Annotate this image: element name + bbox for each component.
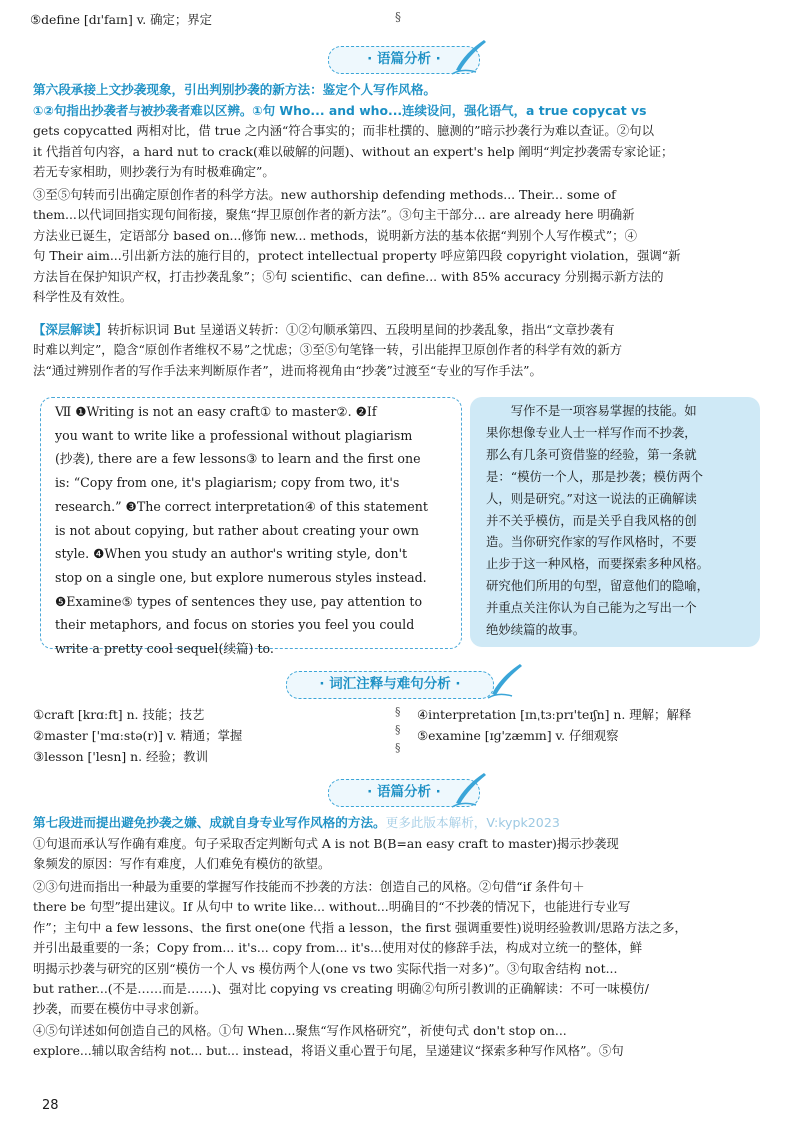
- section-banner-discourse-analysis: · 语篇分析 ·: [328, 46, 480, 74]
- para-line: explore...辅以取舍结构 not... but... instead，将语义重心置于句尾，呈递建议“探索多种写作风格”。⑤句: [33, 1043, 624, 1059]
- section6-heading: 第六段承接上文抄袭现象，引出判别抄袭的新方法：鉴定个人写作风格。: [33, 82, 436, 97]
- para-line: 方法旨在保护知识产权，打击抄袭乱象”；⑤句 scientific、can define... with 85% accuracy 分别揭示新方法的: [33, 268, 664, 284]
- passage-line: write a pretty cool sequel(续篇) to.: [55, 641, 274, 657]
- passage-line: (抄袭), there are a few lessons③ to learn and the first one: [55, 451, 421, 467]
- para-line: gets copycatted 两相对比，借 true 之内涵“符合事实的；而非杜撰的、臆测的”暗示抄袭行为难以查证。②句以: [33, 123, 654, 139]
- top-vocab-line: ⑤define [dɪ'faɪn] v. 确定；界定: [30, 12, 213, 27]
- translation-line: 那么有几条可资借鉴的经验，第一条就: [486, 446, 697, 462]
- english-passage: [55, 400, 451, 661]
- passage-line: you want to write like a professional without plagiarism: [55, 427, 413, 443]
- passage-line: ❺Examine⑤ types of sentences they use, pay attention to: [55, 593, 423, 609]
- para-line: 抄袭，而要在模仿中寻求创新。: [33, 1001, 207, 1017]
- para-line: 法“通过辨别作者的写作手法来判断原作者”，进而将视角由“抄袭”过渡至“专业的写作手法”。: [33, 362, 542, 378]
- quill-pen-icon: [448, 771, 488, 809]
- vocab-entry-craft: ①craft [krɑːft] n. 技能；技艺: [33, 707, 205, 722]
- passage-line: is not about copying, but rather about creating your own: [55, 522, 419, 538]
- quill-pen-icon: [448, 38, 488, 76]
- watermark-text: 更多此版本解析，V:kypk2023: [385, 815, 560, 830]
- para-line: ①句退而承认写作确有难度。句子采取否定判断句式 A is not B(B=an easy craft to master)揭示抄袭现: [33, 836, 619, 851]
- translation-line: 并不关乎模仿，而是关乎自我风格的创: [486, 512, 697, 528]
- vocab-entry-master: ②master ['mɑːstə(r)] v. 精通；掌握: [33, 728, 243, 743]
- vocab-entry-lesson: ③lesson ['lesn] n. 经验；教训: [33, 749, 208, 764]
- passage-line: style. ❹When you study an author's writing style, don't: [55, 546, 408, 562]
- section6-paragraph-2: [33, 185, 768, 307]
- translation-line: 是：“模仿一个人，那是抄袭；模仿两个: [486, 468, 703, 484]
- section-banner-discourse-analysis: · 语篇分析 ·: [328, 779, 480, 807]
- translation-line: 写作不是一项容易掌握的技能。如: [486, 403, 697, 418]
- para-line: 科学性及有效性。: [33, 289, 133, 305]
- para-line: ④⑤句详述如何创造自己的风格。①句 When...聚焦“写作风格研究”，祈使句式 don't stop on...: [33, 1023, 567, 1038]
- para-line: 并引出最重要的一条；Copy from... it's... copy from... it's...使用对仗的修辞手法，构成对立统一的整体，鲜: [33, 940, 643, 956]
- page-number: 28: [42, 1098, 59, 1113]
- deep-reading-label: 【深层解读】: [33, 322, 108, 337]
- section6-paragraph-1: [33, 101, 768, 183]
- para-line: 若无专家相助，则抄袭行为有时极难确定”。: [33, 164, 275, 180]
- para-line: but rather...(不是……而是……)、强对比 copying vs creating 明确②句所引教训的正确解读：不可一味模仿/: [33, 981, 649, 997]
- para-line: there be 句型”提出建议。If 从句中 to write like... without...明确目的“不抄袭的情况下，也能进行专业写: [33, 899, 631, 915]
- para-line: ②③句进而指出一种最为重要的掌握写作技能而不抄袭的方法：创造自己的风格。②句借“if 条件句＋: [33, 879, 585, 894]
- para-line: 句 Their aim...引出新方法的施行目的，protect intellectual property 呼应第四段 copyright violation，强调“新: [33, 248, 681, 264]
- chinese-translation: [486, 400, 748, 641]
- passage-line: stop on a single one, but explore numerous styles instead.: [55, 569, 427, 585]
- translation-line: 并重点关注你认为自己能为之写出一个: [486, 600, 697, 616]
- column-divider: § § §: [395, 705, 401, 754]
- para-line: 方法业已诞生，定语部分 based on...修饰 new... methods，说明新方法的基本依据“判别个人写作模式”；④: [33, 227, 637, 243]
- passage-line: their metaphors, and focus on stories you feel you could: [55, 617, 415, 633]
- para-line: it 代指首句内容，a hard nut to crack(难以破解的问题)、without an expert's help 阐明“判定抄袭需专家论证；: [33, 143, 674, 159]
- translation-line: 造。当你研究作家的写作风格时，不要: [486, 534, 697, 550]
- quill-pen-icon: [484, 662, 524, 700]
- translation-line: 研究他们所用的句型，留意他们的隐喻，: [486, 578, 710, 594]
- section6-deep-reading: [33, 320, 768, 381]
- column-divider: §: [395, 10, 401, 24]
- translation-line: 人，则是研究。”对这一说法的正确解读: [486, 490, 697, 506]
- section-banner-vocabulary: · 词汇注释与难句分析 ·: [286, 671, 494, 699]
- para-line: 作”；主句中 a few lessons、the first one(one 代指 a lesson，the first 强调重要性)说明经验教训/思路方法之多，: [33, 919, 687, 935]
- para-line: 转折标识词 But 呈递语义转折：①②句顺承第四、五段明星间的抄袭乱象，指出“文章抄袭有: [107, 322, 615, 337]
- section7-paragraph-1: [33, 834, 768, 875]
- passage-line: Ⅶ ❶Writing is not an easy craft① to master②. ❷If: [55, 404, 377, 419]
- passage-line: is: “Copy from one, it's plagiarism; copy from two, it's: [55, 475, 400, 491]
- para-line: them...以代词回指实现句间衔接，聚焦“捍卫原创作者的新方法”。③句主干部分... are already here 明确新: [33, 207, 635, 223]
- vocab-entry-examine: ⑤examine [ɪɡ'zæmɪn] v. 仔细观察: [417, 728, 619, 743]
- passage-line: research.” ❸The correct interpretation④ of this statement: [55, 498, 428, 514]
- para-line: 时难以判定”，隐含“原创作者维权不易”之忧虑；③至⑤句笔锋一转，引出能捍卫原创作者的科学有效的新方: [33, 342, 622, 358]
- section7-heading: 第七段进而提出避免抄袭之嫌、成就自身专业写作风格的方法。更多此版本解析，V:kypk2023: [33, 815, 560, 830]
- translation-line: 止步于这一种风格，而要探索多种风格。: [486, 556, 710, 572]
- para-line: 象频发的原因：写作有难度，人们难免有模仿的欲望。: [33, 856, 331, 872]
- para-line: ③至⑤句转而引出确定原创作者的科学方法。new authorship defending methods... Their... some of: [33, 187, 616, 202]
- section7-paragraph-2: [33, 877, 768, 1020]
- translation-line: 绝妙续篇的故事。: [486, 622, 586, 638]
- para-line: ①②句指出抄袭者与被抄袭者难以区辨。①句 Who... and who...连续设问，强化语气，a true copycat vs: [33, 103, 647, 118]
- vocab-entry-interpretation: ④interpretation [ɪnˌtɜːprɪ'teɪʃn] n. 理解；解释: [417, 707, 692, 722]
- section7-paragraph-3: [33, 1021, 768, 1062]
- translation-line: 果你想像专业人士一样写作而不抄袭，: [486, 424, 697, 440]
- para-line: 明揭示抄袭与研究的区别“模仿一个人 vs 模仿两个人(one vs two 实际代指一对多)”。③句取舍结构 not...: [33, 960, 618, 976]
